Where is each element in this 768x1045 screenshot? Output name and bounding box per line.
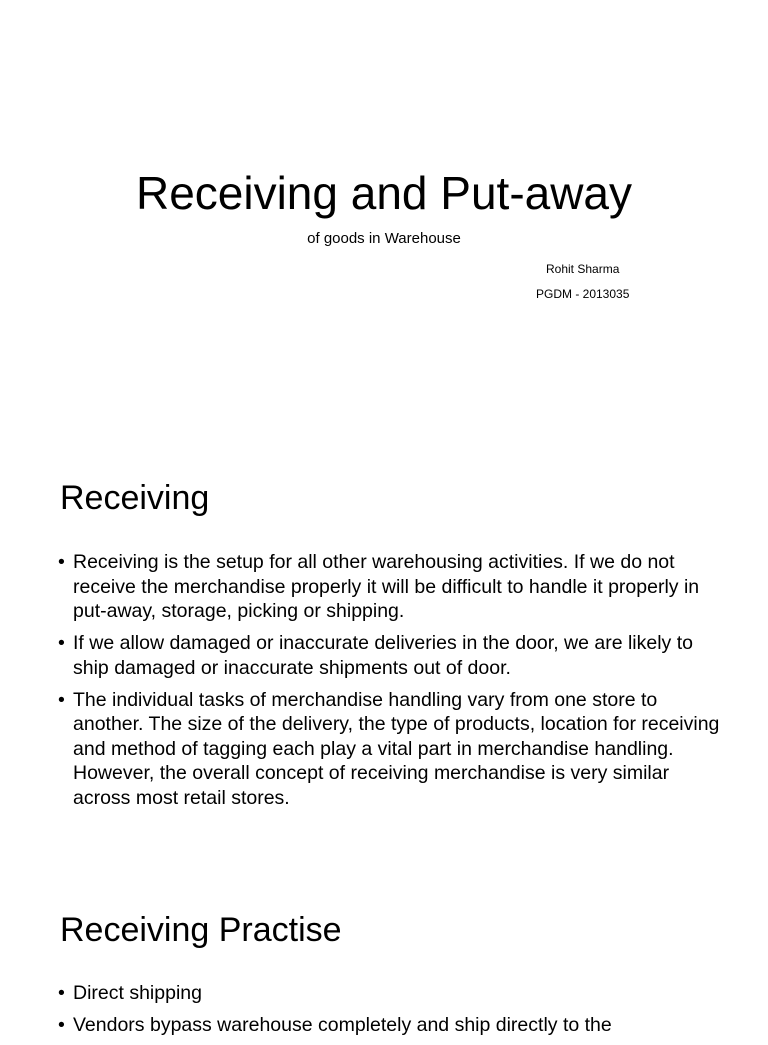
- section-heading: Receiving Practise: [60, 911, 342, 949]
- bullet-item: [58, 550, 720, 624]
- bullet-text: Vendors bypass warehouse completely and ship directly to the: [73, 1014, 612, 1036]
- slide-subtitle: of goods in Warehouse: [307, 230, 461, 247]
- receiving-practise-slide: [0, 864, 768, 1036]
- bullet-text: Receiving is the setup for all other warehousing activities. If we do not receive the merchandise properly it will be difficult to handle it properly in put-away, storage, picking or shipping.: [73, 551, 700, 622]
- bullet-list: [58, 550, 720, 818]
- bullet-icon: •: [58, 551, 65, 573]
- bullet-text: Direct shipping: [73, 982, 202, 1004]
- bullet-text: If we allow damaged or inaccurate deliveries in the door, we are likely to ship damaged or inaccurate shipments out of door.: [73, 632, 693, 679]
- bullet-icon: •: [58, 1014, 65, 1036]
- bullet-list: [58, 981, 720, 1045]
- bullet-icon: •: [58, 688, 65, 711]
- section-heading: Receiving: [60, 479, 210, 517]
- bullet-item: [58, 688, 720, 811]
- bullet-item: [58, 981, 720, 1006]
- bullet-icon: •: [58, 982, 65, 1004]
- author-name: Rohit Sharma: [546, 262, 620, 276]
- bullet-item: [58, 631, 720, 680]
- bullet-item: [58, 1013, 720, 1038]
- bullet-text: The individual tasks of merchandise handling vary from one store to another. The size of the delivery, the type of products, location for receiving and method of tagging each play a vital part in merchandise handling. However, the overall concept of receiving merchandise is very similar across most retail stores.: [73, 688, 720, 809]
- title-slide: [0, 0, 768, 432]
- bullet-icon: •: [58, 632, 65, 654]
- author-roll-number: PGDM - 2013035: [536, 287, 630, 301]
- receiving-slide: [0, 432, 768, 864]
- slide-title: Receiving and Put-away: [135, 167, 633, 219]
